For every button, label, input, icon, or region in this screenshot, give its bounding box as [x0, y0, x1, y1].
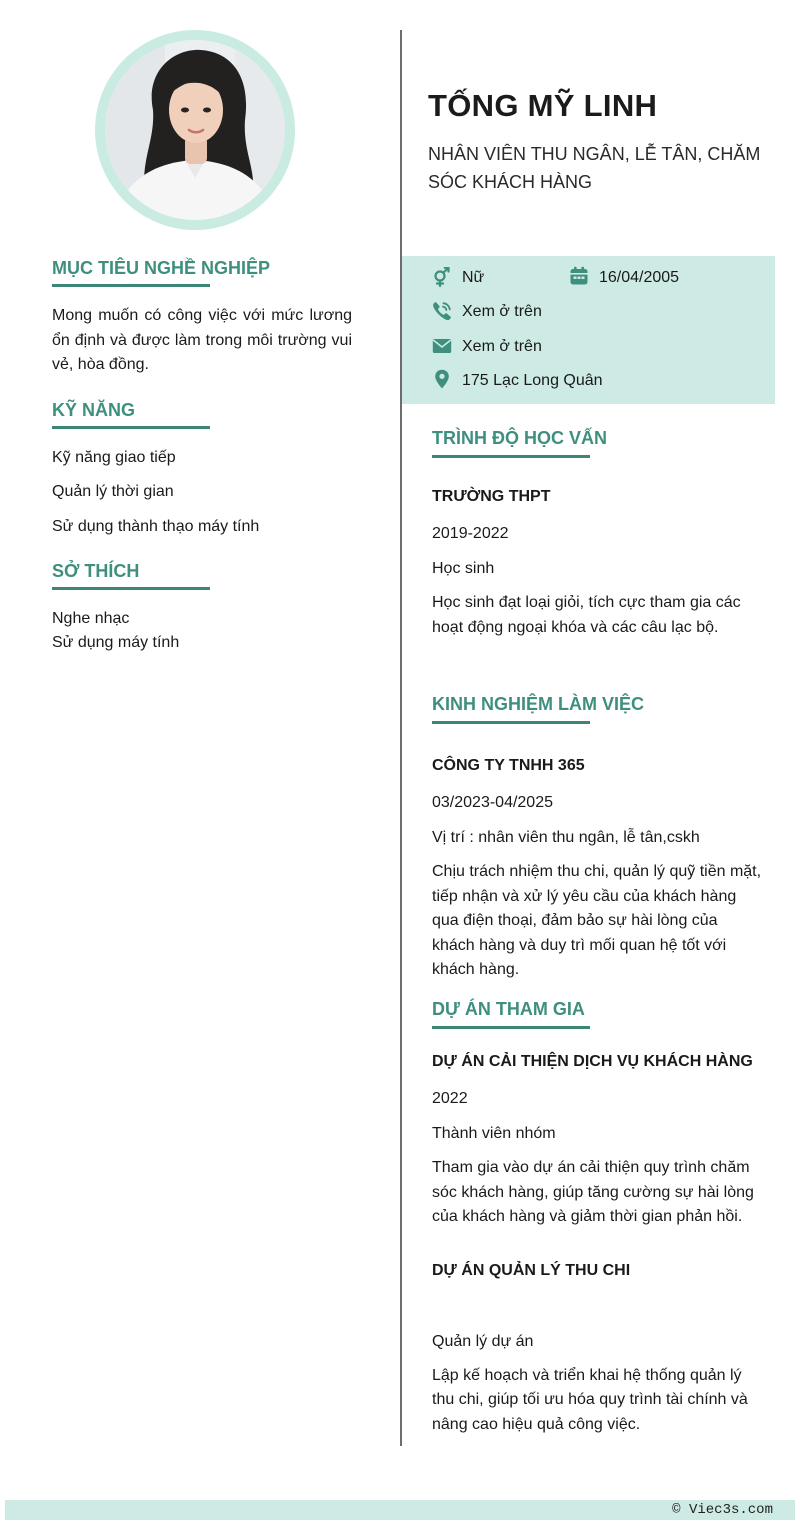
education-role: Học sinh	[432, 560, 495, 577]
education-school: TRƯỜNG THPT	[432, 488, 551, 505]
experience-description: Chịu trách nhiệm thu chi, quản lý quỹ tiền mặt, tiếp nhận và xử lý yêu cầu của khách hàng qua điện thoại, đảm bảo sự hài lòng của khách hàng và duy trì mối quan hệ tốt với khách hàng.	[432, 863, 762, 978]
project-role: Quản lý dự án	[432, 1332, 534, 1350]
hobby-item: Sử dụng máy tính	[52, 634, 180, 651]
phone-icon	[432, 301, 452, 321]
profile-photo	[105, 40, 285, 220]
experience-company: CÔNG TY TNHH 365	[432, 757, 585, 774]
experience-section	[432, 692, 762, 983]
objective-text: Mong muốn có công việc với mức lương ổn định và được làm trong môi trường vui vẻ, hòa đồng.	[52, 307, 352, 373]
education-description: Học sinh đạt loại giỏi, tích cực tham gia các hoạt động ngoại khóa và các câu lạc bộ.	[432, 594, 741, 636]
project-year: 2022	[432, 1090, 468, 1107]
experience-heading: KINH NGHIỆM LÀM VIỆC	[432, 694, 645, 714]
hobbies-underline	[52, 587, 210, 590]
left-column	[52, 256, 352, 675]
hobbies-list	[52, 607, 352, 655]
email-value: Xem ở trên	[462, 338, 542, 355]
birthday-value: 16/04/2005	[599, 269, 680, 286]
projects-underline	[432, 1026, 590, 1029]
project-name: DỰ ÁN CẢI THIỆN DỊCH VỤ KHÁCH HÀNG	[432, 1053, 753, 1070]
hobbies-section	[52, 559, 352, 655]
skill-item: Kỹ năng giao tiếp	[52, 448, 176, 466]
avatar-frame	[95, 30, 295, 230]
skills-underline	[52, 426, 210, 429]
skill-item: Quản lý thời gian	[52, 483, 174, 500]
candidate-name: TỐNG MỸ LINH	[428, 88, 658, 123]
education-section	[432, 426, 762, 640]
projects-section	[432, 997, 762, 1437]
project-name: DỰ ÁN QUẢN LÝ THU CHI	[432, 1261, 631, 1279]
hobby-item: Nghe nhạc	[52, 610, 130, 627]
projects-heading: DỰ ÁN THAM GIA	[432, 999, 585, 1019]
gender-value: Nữ	[462, 269, 485, 286]
footer-bar	[5, 1500, 795, 1520]
education-underline	[432, 455, 590, 458]
phone-value: Xem ở trên	[462, 303, 542, 320]
project-item	[432, 1260, 762, 1438]
gender-icon	[432, 267, 452, 287]
calendar-icon	[569, 266, 589, 286]
footer-copyright: © Viec3s.com	[672, 1502, 773, 1518]
project-description: Lập kế hoạch và triển khai hệ thống quản lý thu chi, giúp tối ưu hóa quy trình tài chính và nâng cao hiệu quả công việc.	[432, 1366, 748, 1433]
column-divider	[400, 30, 402, 1446]
email-icon	[432, 336, 452, 356]
hobbies-heading: SỞ THÍCH	[52, 561, 140, 581]
project-description: Tham gia vào dự án cải thiện quy trình chăm sóc khách hàng, giúp tăng cường sự hài lòng của khách hàng và giảm thời gian phản hồi.	[432, 1159, 754, 1225]
skills-heading: KỸ NĂNG	[52, 399, 136, 420]
job-title: NHÂN VIÊN THU NGÂN, LỄ TÂN, CHĂM SÓC KHÁCH HÀNG	[428, 144, 761, 192]
avatar	[105, 40, 285, 220]
experience-underline	[432, 721, 590, 724]
project-role: Thành viên nhóm	[432, 1125, 556, 1142]
objective-section	[52, 256, 352, 378]
experience-position: Vị trí : nhân viên thu ngân, lễ tân,cskh	[432, 829, 700, 846]
skill-item: Sử dụng thành thạo máy tính	[52, 517, 260, 535]
skills-section	[52, 398, 352, 550]
objective-underline	[52, 284, 210, 287]
education-heading: TRÌNH ĐỘ HỌC VẤN	[432, 428, 607, 448]
contact-panel	[402, 256, 775, 404]
education-period: 2019-2022	[432, 525, 509, 542]
address-value: 175 Lạc Long Quân	[462, 372, 603, 389]
objective-heading: MỤC TIÊU NGHỀ NGHIỆP	[52, 258, 271, 278]
location-icon	[432, 369, 452, 389]
skills-list	[52, 446, 352, 550]
project-item	[432, 1051, 762, 1230]
experience-period: 03/2023-04/2025	[432, 794, 553, 811]
